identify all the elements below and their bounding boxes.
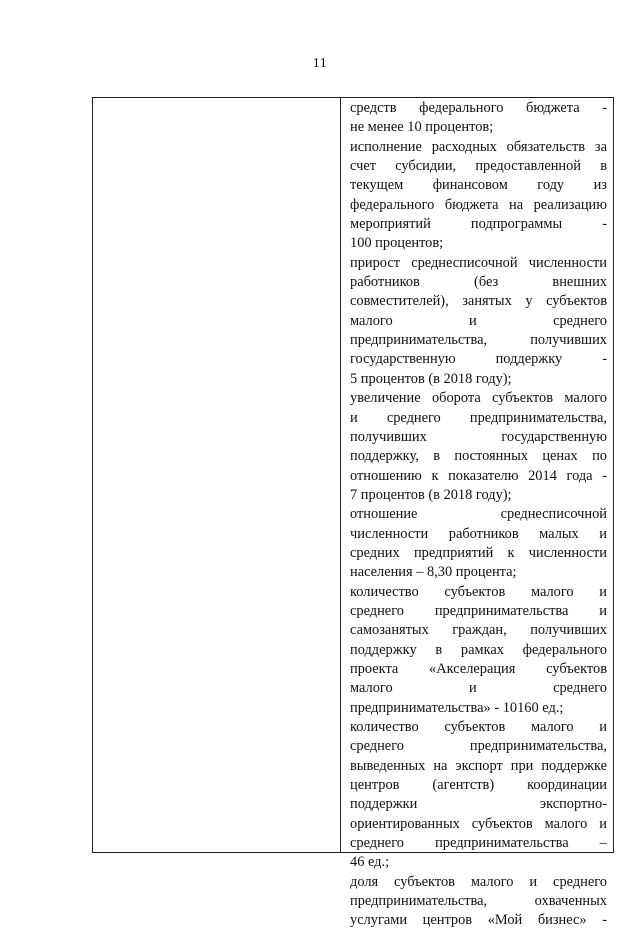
text-line: среднего предпринимательства и — [350, 602, 607, 619]
text-line: центров (агентств) координации — [350, 777, 607, 794]
text-line: 5 процентов (в 2018 году); — [350, 370, 512, 387]
text-line: предпринимательства, охваченных — [350, 893, 607, 910]
text-line: средних предприятий к численности — [350, 544, 607, 561]
text-line: доля субъектов малого и среднего — [350, 873, 607, 890]
text-line: средств федерального бюджета - — [350, 100, 607, 116]
text-line: мероприятий подпрограммы - — [350, 216, 607, 233]
text-line: малого и среднего — [350, 680, 607, 697]
text-line: 7 процентов (в 2018 году); — [350, 486, 512, 503]
text-line: численности работников малых и — [350, 525, 607, 542]
text-line: среднего предпринимательства – — [350, 835, 607, 852]
text-line: предпринимательства, получивших — [350, 332, 607, 349]
text-line: 46 ед.; — [350, 854, 390, 871]
document-table — [92, 97, 614, 929]
text-line: увеличение оборота субъектов малого — [350, 390, 607, 407]
text-line: услугами центров «Мой бизнес» - — [350, 912, 607, 929]
text-line: отношение среднесписочной — [350, 506, 607, 523]
table-left-cell — [93, 98, 341, 852]
text-line: 100 процентов; — [350, 235, 444, 252]
text-line: совместителей), занятых у субъектов — [350, 293, 607, 310]
text-line: отношению к показателю 2014 года - — [350, 467, 607, 484]
text-line: поддержки экспортно- — [350, 796, 607, 813]
text-line: счет субсидии, предоставленной в — [350, 158, 607, 175]
text-line: количество субъектов малого и — [350, 583, 607, 600]
text-line: и среднего предпринимательства, — [350, 409, 607, 426]
text-line: работников (без внешних — [350, 274, 607, 291]
text-line: поддержку, в постоянных ценах по — [350, 448, 607, 465]
text-line: федерального бюджета на реализацию — [350, 196, 607, 213]
text-line: не менее 10 процентов; — [350, 119, 494, 136]
text-line: прирост среднесписочной численности — [350, 254, 607, 271]
text-line: количество субъектов малого и — [350, 719, 607, 735]
text-line: проекта «Акселерация субъектов — [350, 660, 607, 677]
text-line: среднего предпринимательства, — [350, 738, 607, 755]
text-line: исполнение расходных обязательств за — [350, 138, 607, 155]
text-line: государственную поддержку - — [350, 351, 607, 368]
text-line: предпринимательства» - 10160 ед.; — [350, 699, 564, 716]
text-line: поддержку в рамках федерального — [350, 641, 607, 658]
text-line: получивших государственную — [350, 428, 607, 445]
text-line: выведенных на экспорт при поддержке — [350, 757, 607, 774]
text-line: текущем финансовом году из — [350, 177, 607, 194]
text-line: ориентированных субъектов малого и — [350, 815, 607, 832]
text-line: самозанятых граждан, получивших — [350, 622, 607, 639]
text-line: малого и среднего — [350, 312, 607, 329]
page-number: 11 — [312, 56, 328, 71]
text-line: населения – 8,30 процента; — [350, 564, 517, 581]
table-right-cell — [341, 98, 613, 929]
